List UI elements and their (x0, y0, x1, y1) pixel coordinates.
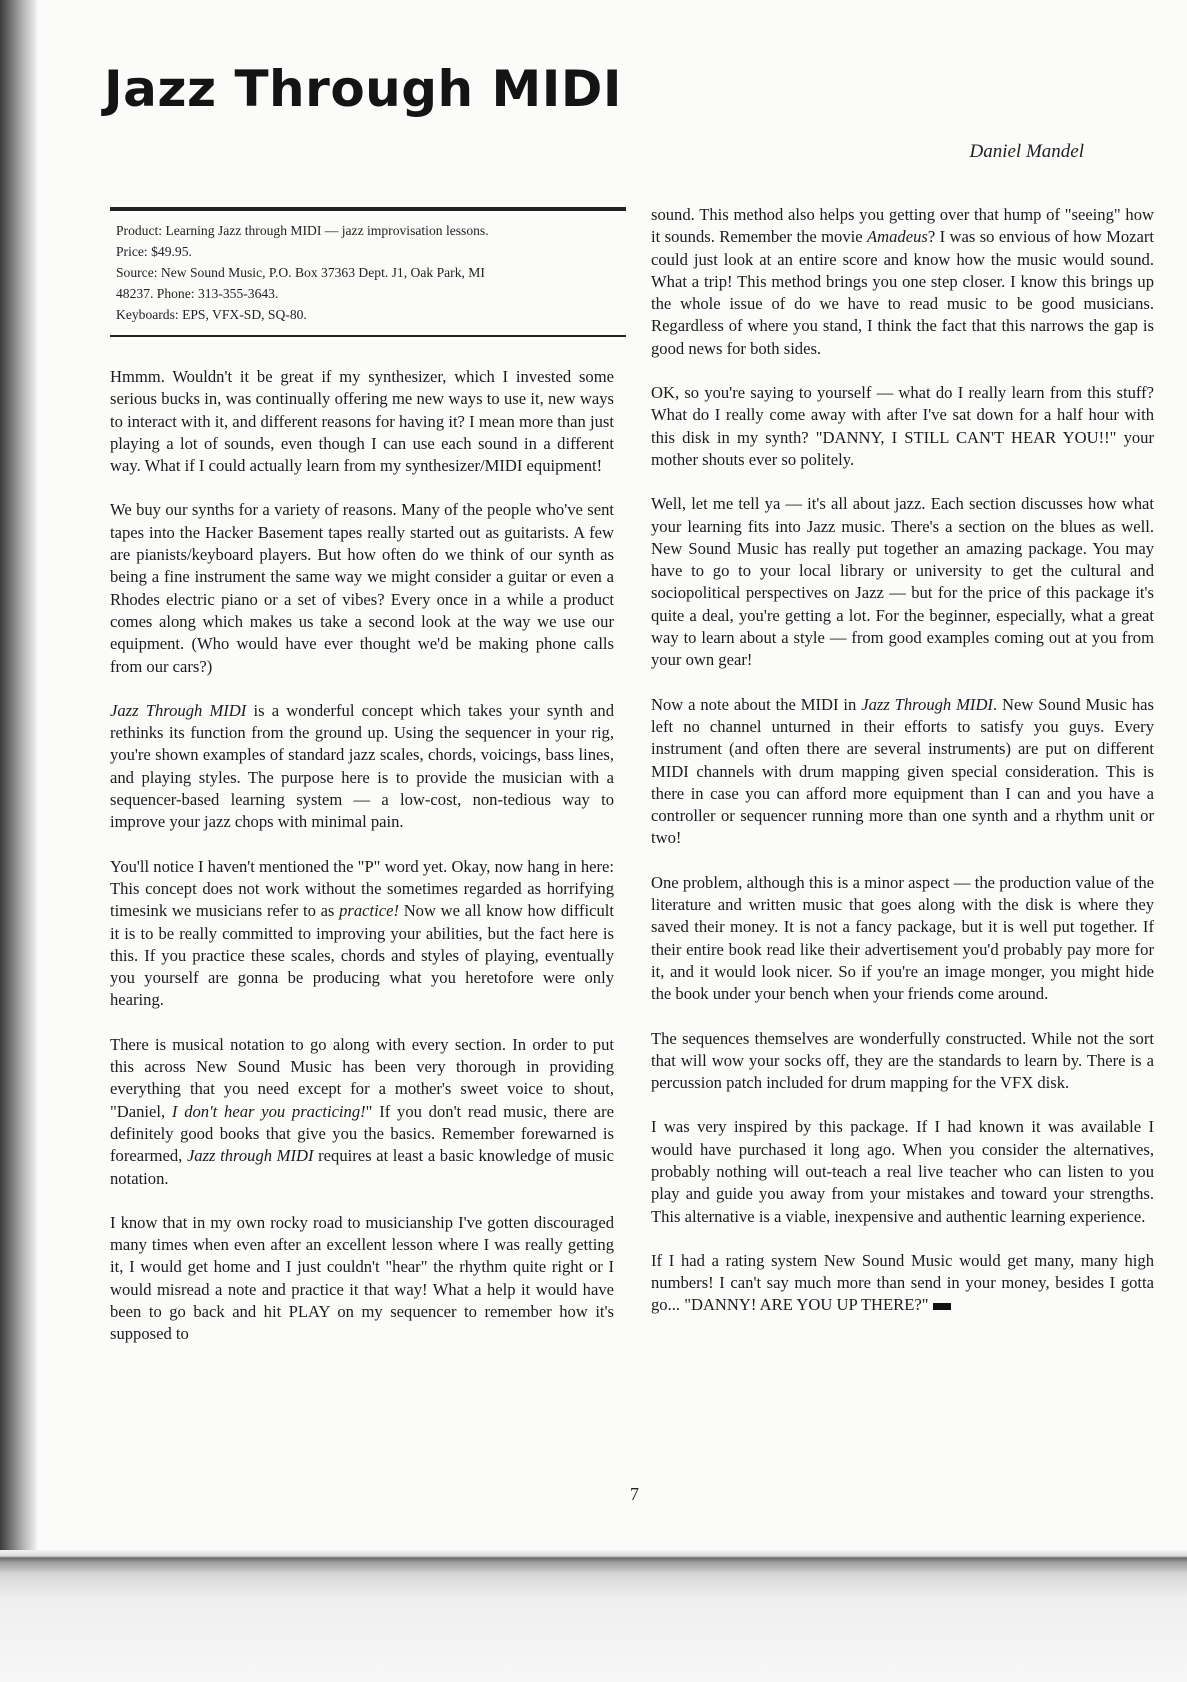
paragraph-text: sound. This method also helps you getting over that hump of "seeing" how it sounds. Remember the movie (651, 205, 1154, 247)
paragraph-text: . New Sound Music has left no channel unturned in their efforts to satisfy you guys. Every instrument (and often there are several instruments) are put on different MIDI channels with drum mapping given special consideration. This is there in case you can afford more equipment than I can and you have a controller or sequencer running more than one synth and a rhythm unit or two! (651, 694, 1154, 848)
paragraph (110, 856, 614, 1012)
info-price: Price: $49.95. (116, 244, 192, 259)
paragraph: I was very inspired by this package. If I had known it was available I would have purchased it long ago. When you consider the alternatives, probably nothing will out-teach a real live teacher who can listen to you play and guide you away from your mistakes and toward your strengths. This alternative is a viable, inexpensive and authentic learning experience. (651, 1117, 1154, 1226)
paragraph-text: If I had a rating system New Sound Music would get many, many high numbers! I can't say much more than send in your money, besides I gotta go... "DANNY! ARE YOU UP THERE?" (651, 1250, 1154, 1315)
product-title-italic: Jazz through MIDI (186, 1146, 314, 1166)
end-of-article-mark (933, 1303, 951, 1310)
right-column (651, 204, 1154, 1339)
italic-emphasis: I don't hear you practicing! (171, 1101, 366, 1121)
product-title-italic: Jazz Through MIDI (861, 694, 993, 714)
article-author: Daniel Mandel (969, 141, 1084, 162)
paragraph: One problem, although this is a minor aspect — the production value of the literature and written music that goes along with the disk is where they saved their money. It is not a fancy package, but it is well put together. If their entire book read like their advertisement you'd probably pay more for it, and it would look nicer. So if you're an image monger, you might hide the book under your bench when your friends come around. (651, 872, 1154, 1004)
paragraph (651, 204, 1154, 360)
paragraph: The sequences themselves are wonderfully constructed. While not the sort that will wow your socks off, they are the standards to learn by. There is a percussion patch included for drum mapping for the VFX disk. (651, 1028, 1154, 1093)
info-product: Product: Learning Jazz through MIDI — jazz improvisation lessons. (116, 223, 489, 238)
paragraph-text: ? I was so envious of how Mozart could just look at an entire score and know how the music would sound. What a trip! This method brings you one step closer. I know this brings up the whole issue of do we have to read music to be good musicians. Regardless of where you stand, I think the fact that this narrows the gap is good news for both sides. (651, 227, 1154, 358)
paragraph (651, 1250, 1154, 1317)
info-source-line2: 48237. Phone: 313-355-3643. (116, 286, 279, 301)
paragraph: Hmmm. Wouldn't it be great if my synthesizer, which I invested some serious bucks in, was continually offering me new ways to use it, new ways to interact with it, and different reasons for having it? I mean more than just playing a lot of sounds, even though I can use each sound in a different way. What if I could actually learn from my synthesizer/MIDI equipment! (110, 367, 614, 476)
info-source-line1: Source: New Sound Music, P.O. Box 37363 Dept. J1, Oak Park, MI (116, 265, 485, 280)
paragraph (651, 694, 1154, 850)
info-keyboards: Keyboards: EPS, VFX-SD, SQ-80. (116, 307, 307, 322)
paragraph-text: requires at least a basic knowledge of music notation. (110, 1146, 614, 1188)
paragraph-text: " If you don't read music, there are definitely good books that give you the basics. Remember forewarned is forearmed, (110, 1101, 614, 1166)
paragraph-text: is a wonderful concept which takes your synth and rethinks its function from the ground up. Using the sequencer in your rig, you're shown examples of standard jazz scales, chords, voicings, bass lines, and playing styles. The purpose here is to provide the musician with a sequencer-based learning system — a low-cost, non-tedious way to improve your jazz chops with minimal pain. (110, 700, 615, 832)
paragraph (110, 700, 614, 834)
left-column (110, 366, 614, 1368)
paragraph: OK, so you're saying to yourself — what do I really learn from this stuff? What do I really come away with after I've sat down for a half hour with this disk in my synth? "DANNY, I STILL CAN'T HEAR YOU!!" your mother shouts ever so politely. (651, 383, 1154, 469)
product-title-italic: Jazz Through MIDI (110, 700, 247, 720)
page-bottom-edge (0, 1550, 1187, 1682)
paragraph-text: You'll notice I haven't mentioned the "P" word yet. Okay, now hang in here: This concept does not work without the sometimes regarded as horrifying timesink we musicians refer to as (110, 856, 614, 921)
paragraph (110, 1034, 614, 1190)
page-binding-shadow (0, 0, 38, 1682)
italic-emphasis: Amadeus (867, 227, 928, 247)
product-info-box (110, 207, 626, 337)
paragraph-text: Now we all know how difficult it is to be really committed to improving your abilities, but the fact here is this. If you practice these scales, chords and styles of playing, eventually you yourself are gonna be producing what you heretofore were only hearing. (110, 901, 614, 1010)
article-title: Jazz Through MIDI (104, 60, 623, 118)
italic-emphasis: practice! (339, 901, 399, 921)
paragraph: Well, let me tell ya — it's all about jazz. Each section discusses how what your learning fits into Jazz music. There's a section on the blues as well. New Sound Music has really put together an amazing package. You may have to go to your local library or university to get the cultural and sociopolitical perspectives on Jazz — but for the price of this package it's quite a deal, you're getting a lot. For the beginner, especially, what a great way to learn about a style — from good examples coming out at you from your own gear! (651, 494, 1154, 670)
paragraph: I know that in my own rocky road to musicianship I've gotten discouraged many times when even after an excellent lesson where I was really getting it, I would get home and I just couldn't "hear" the rhythm quite right or I would misread a note and practice it that way! What a help it would have been to go back and hit PLAY on my sequencer to remember how it's supposed to (110, 1212, 614, 1344)
paragraph-text: There is musical notation to go along with every section. In order to put this across New Sound Music has been very thorough in providing everything that you need except for a mother's sweet voice to shout, "Daniel, (110, 1034, 614, 1121)
paragraph-text: Now a note about the MIDI in (651, 694, 862, 714)
paragraph: We buy our synths for a variety of reasons. Many of the people who've sent tapes into the Hacker Basement tapes really started out as guitarists. A few are pianists/keyboard players. But how often do we think of our synth as being a fine instrument the same way we might consider a guitar or even a Rhodes electric piano or a set of vibes? Every once in a while a product comes along which makes us take a second look at the way we use our equipment. (Who would have ever thought we'd be making phone calls from our cars?) (110, 500, 614, 676)
page-number: 7 (630, 1484, 639, 1504)
